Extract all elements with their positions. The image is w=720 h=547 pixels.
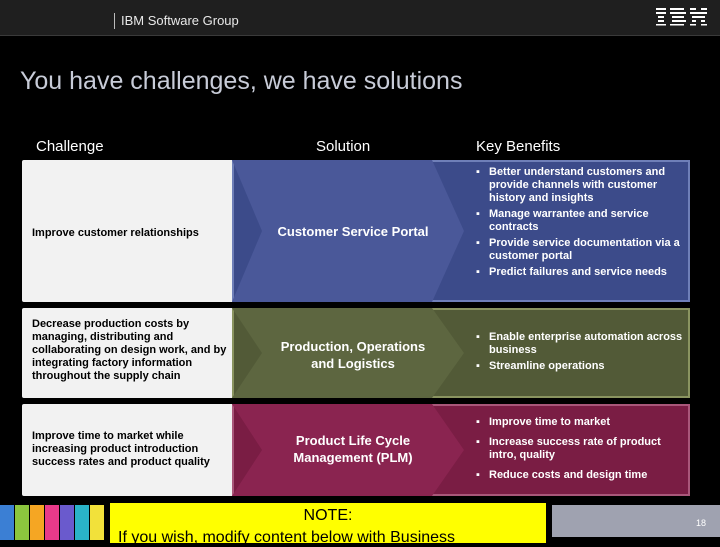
benefits-list: [476, 166, 686, 282]
benefit-item: ▪ Manage warrantee and service contracts: [476, 208, 686, 234]
benefit-item: ▪ Predict failures and service needs: [476, 266, 686, 279]
benefit-item: ▪ Enable enterprise automation across business: [476, 331, 686, 357]
color-square: [45, 505, 59, 540]
challenge-text: Decrease production costs by managing, distributing and collaborating on design work, and by integrating factory information throughout the supply chain: [32, 318, 227, 382]
color-square: [75, 505, 89, 540]
benefit-item: ▪ Reduce costs and design time: [476, 469, 686, 482]
benefit-item: ▪ Streamline operations: [476, 360, 686, 373]
color-square: [30, 505, 44, 540]
ibm-logo-icon: [654, 6, 710, 26]
solution-header: Solution: [316, 138, 371, 155]
solution-text: Product Life Cycle Management (PLM): [293, 433, 413, 465]
color-squares: [0, 505, 110, 540]
page-number: 18: [695, 518, 706, 528]
row-plm: [22, 404, 690, 496]
color-square: [60, 505, 74, 540]
benefit-item: ▪ Provide service documentation via a customer portal: [476, 237, 686, 263]
row-production: [22, 308, 690, 398]
benefit-item: ▪ Improve time to market: [476, 416, 686, 429]
note-box: [110, 503, 546, 546]
footer-bar: [552, 505, 720, 537]
top-bar: [0, 0, 720, 36]
row-customer-service: [22, 160, 690, 302]
benefit-item: ▪ Better understand customers and provide channels with customer history and insights: [476, 166, 686, 205]
page-title: You have challenges, we have solutions: [20, 67, 463, 95]
benefits-list: [476, 331, 686, 376]
color-square: [90, 505, 104, 540]
challenge-text: Improve customer relationships: [32, 227, 199, 239]
benefits-header: Key Benefits: [476, 138, 561, 155]
benefits-list: [476, 416, 686, 485]
note-label: NOTE:: [303, 507, 353, 524]
solution-text: Customer Service Portal: [277, 224, 429, 239]
challenge-text: Improve time to market while increasing product introduction success rates and product quality: [32, 430, 210, 468]
solution-text: Production, Operations and Logistics: [280, 339, 426, 371]
note-text: If you wish, modify content below with Business: [118, 529, 456, 546]
benefit-item: ▪ Increase success rate of product intro, quality: [476, 436, 686, 462]
color-square: [0, 505, 14, 540]
color-square: [15, 505, 29, 540]
challenge-header: Challenge: [36, 138, 104, 155]
group-label: IBM Software Group: [114, 13, 239, 29]
